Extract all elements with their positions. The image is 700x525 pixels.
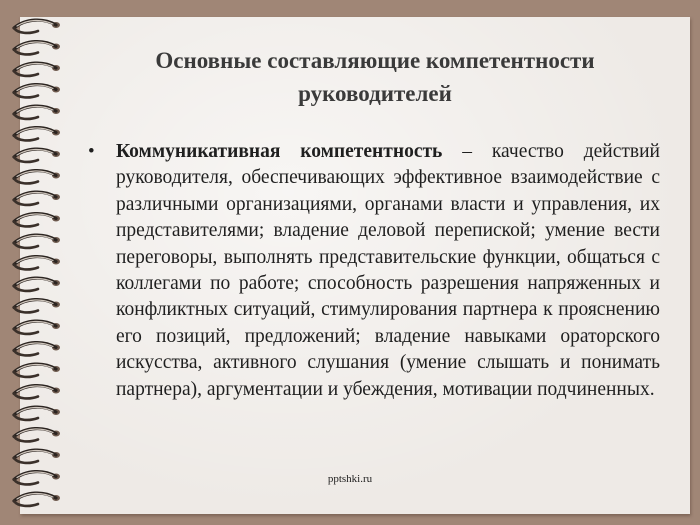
spiral-coil-icon bbox=[14, 407, 60, 420]
slide-title: Основные составляющие компетентности руководителей bbox=[155, 48, 595, 106]
spiral-coil-icon bbox=[14, 493, 60, 506]
spiral-coil-icon bbox=[14, 235, 60, 248]
spiral-coil-icon bbox=[14, 278, 60, 291]
spiral-coil-icon bbox=[14, 63, 60, 76]
spiral-coil-icon bbox=[14, 343, 60, 356]
spiral-coil-icon bbox=[14, 85, 60, 98]
spiral-coil-icon bbox=[14, 429, 60, 442]
spiral-coil-icon bbox=[14, 257, 60, 270]
spiral-coil-icon bbox=[14, 42, 60, 55]
spiral-coil-icon bbox=[14, 450, 60, 463]
bullet-term: Коммуникативная компетентность bbox=[116, 141, 443, 162]
spiral-coil-icon bbox=[14, 386, 60, 399]
spiral-coil-icon bbox=[14, 192, 60, 205]
bullet-marker: • bbox=[88, 141, 95, 162]
bullet-text bbox=[116, 139, 660, 403]
spiral-coil-icon bbox=[14, 171, 60, 184]
spiral-coil-icon bbox=[14, 106, 60, 119]
bullet-definition: – качество действий руководителя, обеспечивающих эффективное взаимодействие с различными организациями, органами власти и управления, их представителями; владение деловой перепиской; умение вести переговоры, выполнять представительские функции, общаться с коллегами по работе; способность разрешения напряженных и конфликтных ситуаций, стимулирования партнера к прояснению его позиций, предложений; владение навыками ораторского искусства, активного слушания (умение слышать и понимать партнера), аргументации и убеждения, мотивации подчиненных. bbox=[116, 141, 660, 400]
source-credit: pptshki.ru bbox=[327, 473, 373, 485]
spiral-coil-icon bbox=[14, 321, 60, 334]
spiral-coil-icon bbox=[14, 20, 60, 33]
spiral-binding-icon bbox=[8, 14, 68, 514]
spiral-coil-icon bbox=[14, 149, 60, 162]
spiral-coil-icon bbox=[14, 364, 60, 377]
spiral-coil-icon bbox=[14, 214, 60, 227]
spiral-coil-icon bbox=[14, 300, 60, 313]
spiral-coil-icon bbox=[14, 128, 60, 141]
